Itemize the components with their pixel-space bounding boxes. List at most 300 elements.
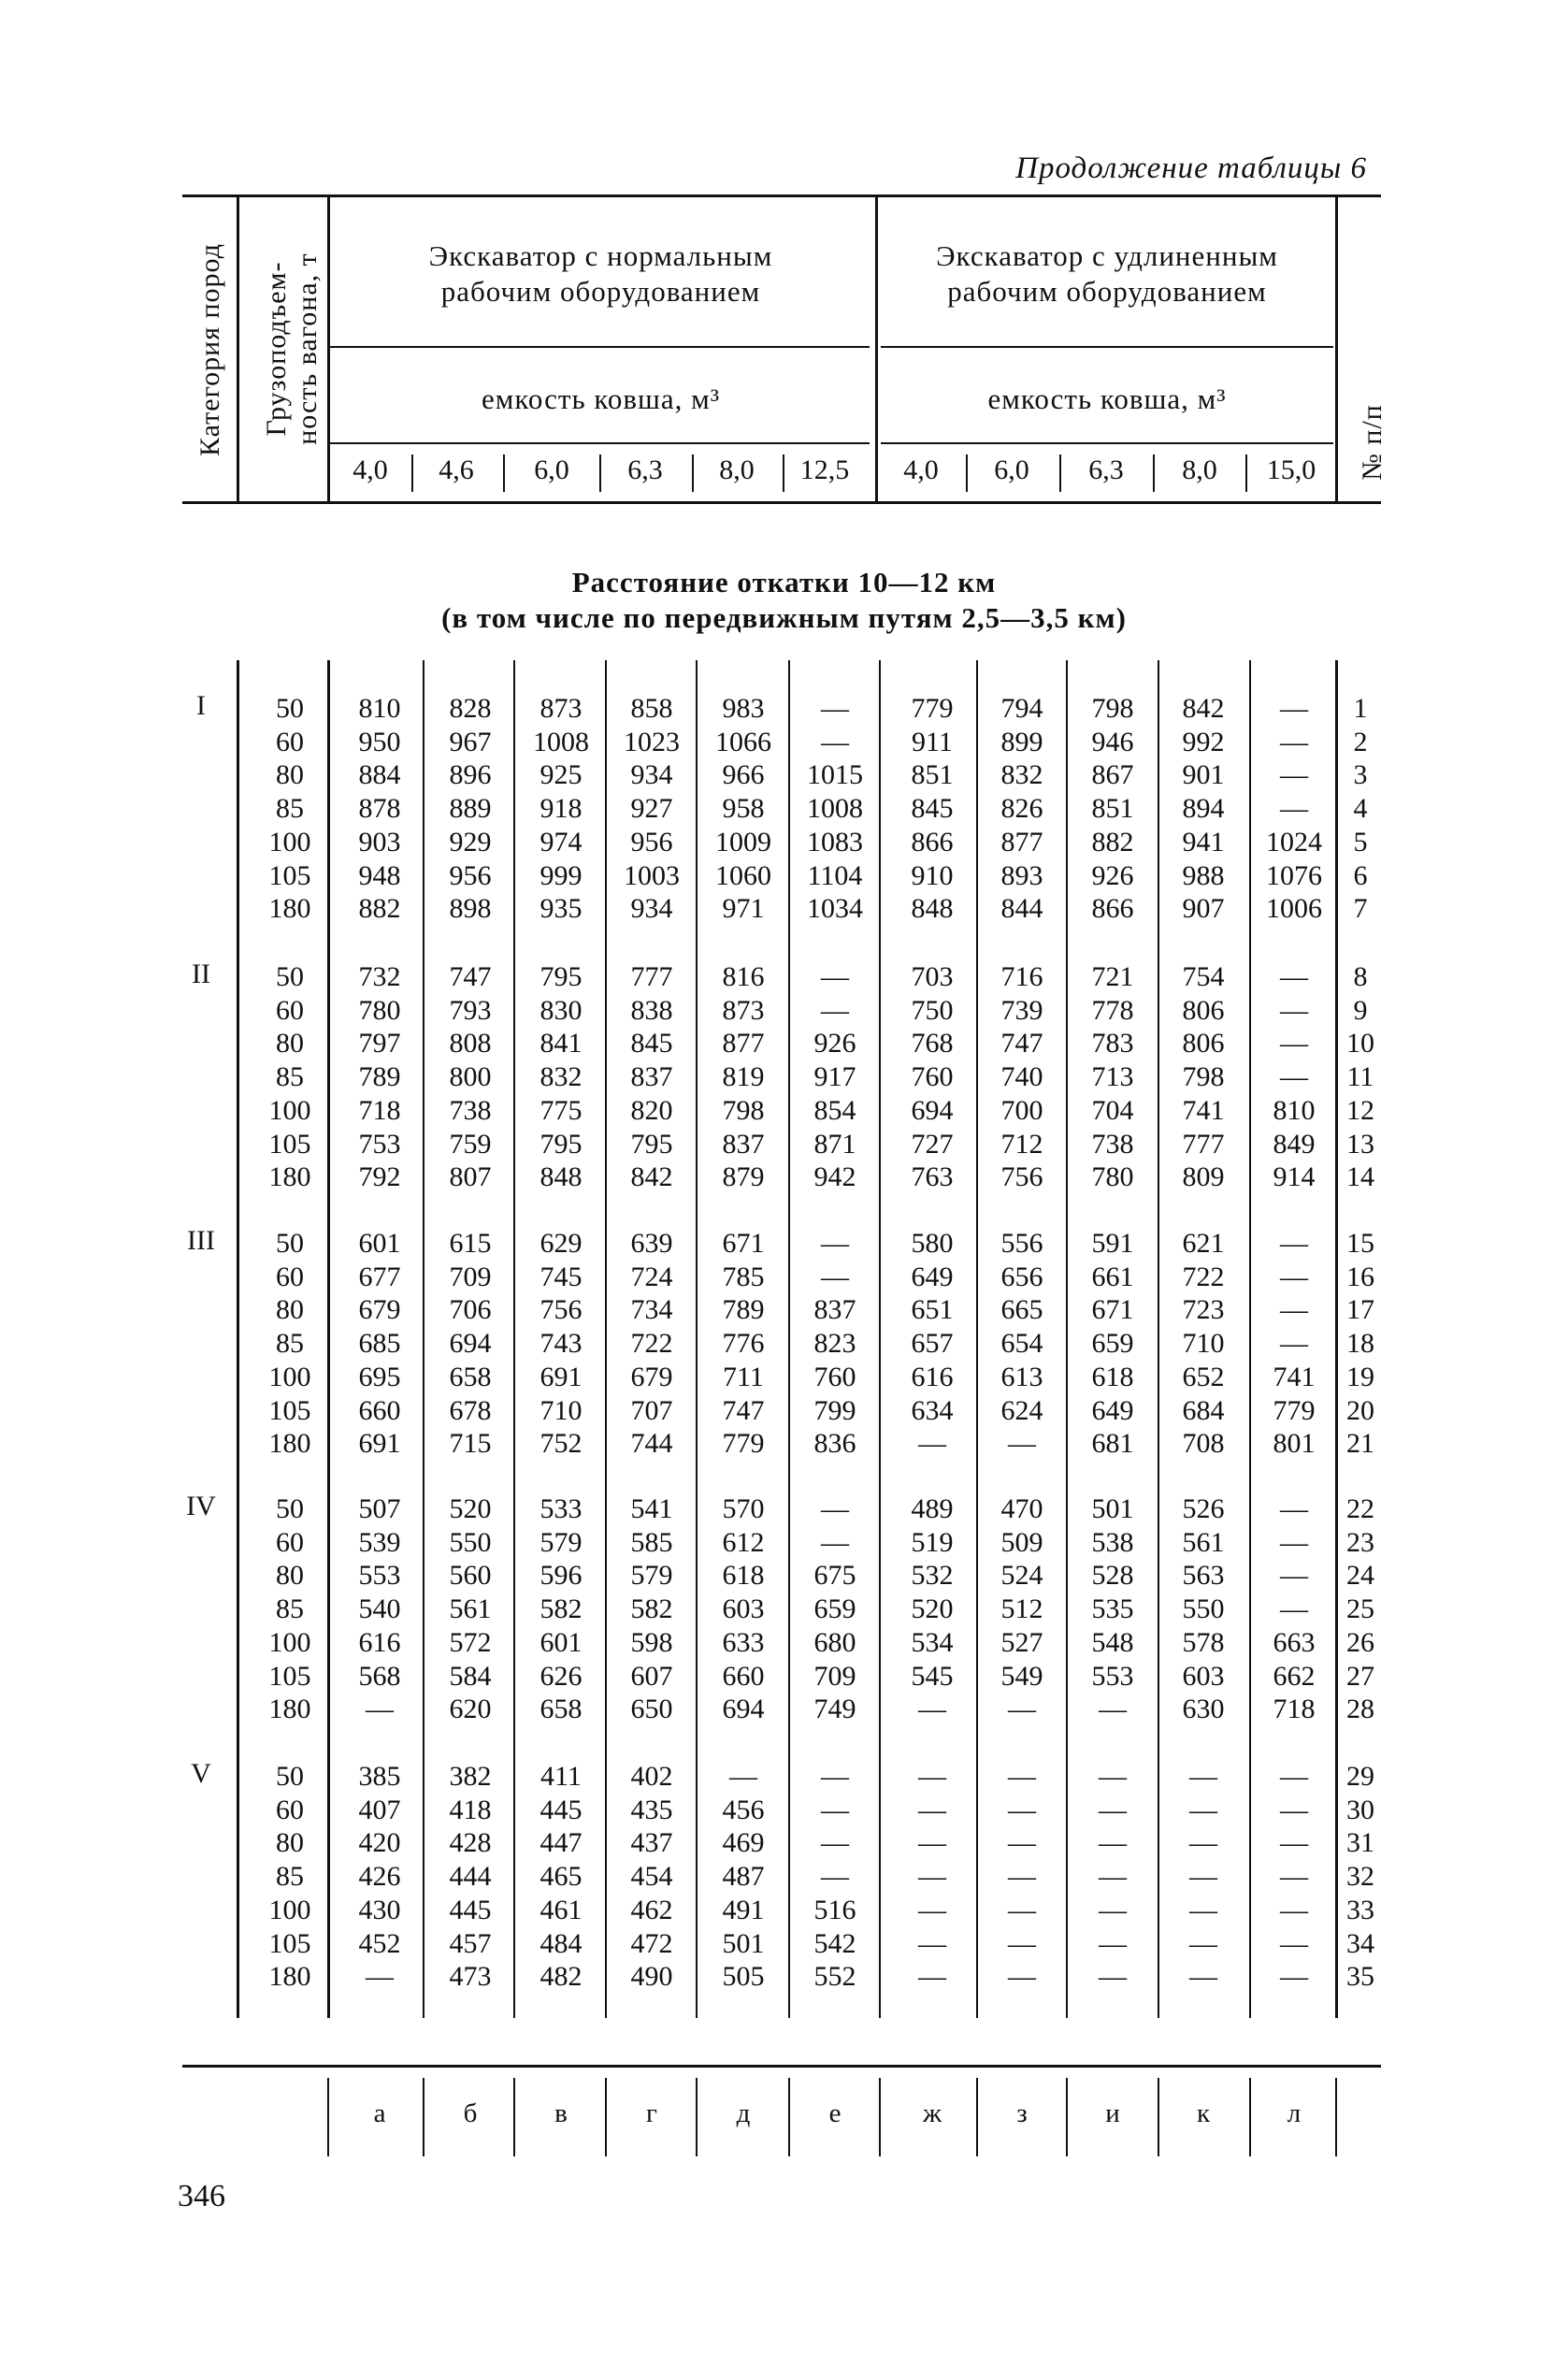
table-cell: 797 — [358, 1028, 401, 1059]
table-cell: — — [1280, 1928, 1308, 1959]
column-letter: а — [373, 2098, 386, 2128]
table-cell: 910 — [911, 860, 954, 891]
table-cell: 661 — [1091, 1261, 1134, 1292]
table-cell: 967 — [449, 727, 492, 757]
bucket-size-normal: 8,0 — [719, 454, 755, 485]
table-cell: — — [1099, 1795, 1127, 1825]
size-separator — [411, 454, 413, 492]
table-cell: 430 — [358, 1895, 401, 1925]
capacity-cell: 105 — [268, 1928, 311, 1959]
header-normal-line2: рабочим оборудованием — [440, 275, 761, 308]
table-cell: 657 — [911, 1328, 954, 1359]
table-cell: 816 — [722, 961, 765, 992]
row-number-cell: 9 — [1353, 995, 1368, 1026]
table-cell: 722 — [630, 1328, 673, 1359]
row-number-cell: 19 — [1346, 1362, 1374, 1392]
table-cell: 894 — [1182, 793, 1225, 824]
table-cell: 808 — [449, 1028, 492, 1059]
table-cell: — — [366, 1961, 394, 1992]
table-cell: 482 — [539, 1961, 583, 1992]
table-cell: — — [1099, 1761, 1127, 1792]
table-cell: 1024 — [1266, 827, 1322, 858]
table-cell: — — [1099, 1827, 1127, 1858]
size-separator — [783, 454, 784, 492]
table-cell: 934 — [630, 759, 673, 790]
size-separator — [966, 454, 968, 492]
table-cell: 809 — [1182, 1161, 1225, 1192]
row-number-cell: 6 — [1353, 860, 1368, 891]
table-cell: 613 — [1000, 1362, 1043, 1392]
capacity-cell: 60 — [276, 995, 304, 1026]
row-number-cell: 1 — [1353, 693, 1368, 724]
table-cell: — — [1280, 1560, 1308, 1591]
header-size-rule-extended — [881, 442, 1333, 444]
table-cell: 992 — [1182, 727, 1225, 757]
table-cell: — — [1280, 1493, 1308, 1524]
table-cell: 552 — [813, 1961, 856, 1992]
table-cell: — — [821, 1228, 849, 1259]
table-cell: 675 — [813, 1560, 856, 1591]
footer-separator — [696, 2078, 698, 2156]
capacity-cell: 60 — [276, 1261, 304, 1292]
table-cell: — — [1280, 1527, 1308, 1558]
table-cell: 851 — [1091, 793, 1134, 824]
table-cell: — — [821, 1527, 849, 1558]
table-cell: 898 — [449, 893, 492, 924]
footer-top-rule — [182, 2065, 1381, 2068]
table-cell: 882 — [358, 893, 401, 924]
table-cell: 691 — [539, 1362, 583, 1392]
table-cell: 691 — [358, 1428, 401, 1459]
table-cell: — — [1189, 1861, 1217, 1892]
table-cell: 899 — [1000, 727, 1043, 757]
table-cell: 489 — [911, 1493, 954, 1524]
table-cell: 918 — [539, 793, 583, 824]
table-cell: 956 — [630, 827, 673, 858]
table-cell: 837 — [813, 1294, 856, 1325]
table-cell: 1008 — [807, 793, 863, 824]
table-cell: 519 — [911, 1527, 954, 1558]
table-cell: 832 — [1000, 759, 1043, 790]
table-cell: 743 — [539, 1328, 583, 1359]
row-number-cell: 32 — [1346, 1861, 1374, 1892]
row-number-cell: 21 — [1346, 1428, 1374, 1459]
category-label: II — [192, 959, 210, 989]
table-cell: — — [1280, 1261, 1308, 1292]
table-cell: 618 — [1091, 1362, 1134, 1392]
table-cell: 716 — [1000, 961, 1043, 992]
table-cell: 776 — [722, 1328, 765, 1359]
table-cell: 873 — [539, 693, 583, 724]
row-number-cell: 12 — [1346, 1095, 1374, 1126]
row-number-cell: 16 — [1346, 1261, 1374, 1292]
capacity-cell: 80 — [276, 1028, 304, 1059]
table-cell: 659 — [813, 1593, 856, 1624]
table-cell: 929 — [449, 827, 492, 858]
table-cell: 760 — [911, 1061, 954, 1092]
table-cell: — — [918, 1961, 946, 1992]
table-cell: 798 — [722, 1095, 765, 1126]
table-cell: 871 — [813, 1129, 856, 1160]
table-cell: 484 — [539, 1928, 583, 1959]
table-cell: 542 — [813, 1928, 856, 1959]
header-capacity-line1: Грузоподъем- — [261, 261, 292, 437]
table-cell: 854 — [813, 1095, 856, 1126]
page-number: 346 — [178, 2179, 225, 2213]
header-category: Категория пород — [194, 243, 225, 456]
table-cell: — — [918, 1428, 946, 1459]
table-cell: 579 — [539, 1527, 583, 1558]
table-cell: — — [1099, 1861, 1127, 1892]
table-cell: 718 — [1273, 1694, 1316, 1724]
table-cell: 618 — [722, 1560, 765, 1591]
table-cell: 491 — [722, 1895, 765, 1925]
table-cell: 836 — [813, 1428, 856, 1459]
capacity-cell: 80 — [276, 1560, 304, 1591]
table-cell: 941 — [1182, 827, 1225, 858]
table-cell: 777 — [630, 961, 673, 992]
table-cell: 545 — [911, 1661, 954, 1692]
table-cell: 712 — [1000, 1129, 1043, 1160]
table-cell: 740 — [1000, 1061, 1043, 1092]
table-cell: 793 — [449, 995, 492, 1026]
table-cell: 877 — [722, 1028, 765, 1059]
table-cell: 1083 — [807, 827, 863, 858]
capacity-cell: 100 — [268, 1895, 311, 1925]
table-cell: 983 — [722, 693, 765, 724]
table-cell: 841 — [539, 1028, 583, 1059]
table-cell: 1104 — [807, 860, 863, 891]
table-cell: — — [1280, 727, 1308, 757]
table-cell: 402 — [630, 1761, 673, 1792]
bucket-size-extended: 4,0 — [903, 454, 939, 485]
table-cell: 795 — [539, 1129, 583, 1160]
table-cell: 447 — [539, 1827, 583, 1858]
table-cell: 789 — [722, 1294, 765, 1325]
table-cell: 472 — [630, 1928, 673, 1959]
table-cell: — — [1189, 1827, 1217, 1858]
table-cell: 844 — [1000, 893, 1043, 924]
table-cell: 966 — [722, 759, 765, 790]
table-cell: 612 — [722, 1527, 765, 1558]
row-number-cell: 28 — [1346, 1694, 1374, 1724]
table-cell: — — [1189, 1895, 1217, 1925]
table-cell: 820 — [630, 1095, 673, 1126]
table-cell: 723 — [1182, 1294, 1225, 1325]
table-cell: 768 — [911, 1028, 954, 1059]
table-cell: 778 — [1091, 995, 1134, 1026]
table-cell: 533 — [539, 1493, 583, 1524]
table-cell: 703 — [911, 961, 954, 992]
table-cell: 580 — [911, 1228, 954, 1259]
table-cell: 707 — [630, 1395, 673, 1426]
table-cell: — — [821, 1761, 849, 1792]
footer-separator — [879, 2078, 881, 2156]
table-cell: 710 — [1182, 1328, 1225, 1359]
table-cell: 750 — [911, 995, 954, 1026]
table-cell: 713 — [1091, 1061, 1134, 1092]
table-cell: — — [1008, 1761, 1036, 1792]
row-number-cell: 2 — [1353, 727, 1368, 757]
table-cell: 561 — [449, 1593, 492, 1624]
table-cell: 578 — [1182, 1627, 1225, 1658]
table-cell: — — [1099, 1694, 1127, 1724]
size-separator — [1245, 454, 1247, 492]
table-cell: 848 — [911, 893, 954, 924]
header-bottom-rule — [182, 501, 1381, 504]
table-cell: 462 — [630, 1895, 673, 1925]
table-cell: — — [821, 1261, 849, 1292]
table-cell: 721 — [1091, 961, 1134, 992]
header-extended-equipment — [879, 238, 1335, 310]
header-divider-1 — [237, 196, 239, 501]
table-cell: 385 — [358, 1761, 401, 1792]
table-cell: 520 — [911, 1593, 954, 1624]
table-cell: — — [1008, 1895, 1036, 1925]
table-cell: 553 — [358, 1560, 401, 1591]
column-letter: в — [554, 2098, 568, 2128]
column-rule — [423, 660, 424, 2018]
column-letter: е — [828, 2098, 842, 2128]
table-cell: 639 — [630, 1228, 673, 1259]
table-cell: 849 — [1273, 1129, 1316, 1160]
capacity-cell: 105 — [268, 1661, 311, 1692]
table-cell: 560 — [449, 1560, 492, 1591]
capacity-cell: 85 — [276, 793, 304, 824]
table-cell: 826 — [1000, 793, 1043, 824]
header-bucket-normal: емкость ковша, м³ — [482, 382, 720, 415]
table-cell: 550 — [449, 1527, 492, 1558]
table-cell: 662 — [1273, 1661, 1316, 1692]
table-cell: 671 — [1091, 1294, 1134, 1325]
table-cell: 756 — [539, 1294, 583, 1325]
table-cell: — — [1099, 1928, 1127, 1959]
footer-separator — [605, 2078, 607, 2156]
table-cell: 505 — [722, 1961, 765, 1992]
table-cell: 649 — [911, 1261, 954, 1292]
table-cell: 650 — [630, 1694, 673, 1724]
table-cell: — — [1280, 1827, 1308, 1858]
bucket-size-normal: 4,0 — [352, 454, 388, 485]
table-cell: 956 — [449, 860, 492, 891]
table-cell: 437 — [630, 1827, 673, 1858]
table-cell: — — [821, 961, 849, 992]
table-cell: 582 — [539, 1593, 583, 1624]
table-cell: — — [918, 1761, 946, 1792]
table-cell: 708 — [1182, 1428, 1225, 1459]
bucket-size-extended: 8,0 — [1182, 454, 1217, 485]
table-cell: 700 — [1000, 1095, 1043, 1126]
table-cell: 741 — [1182, 1095, 1225, 1126]
table-cell: 877 — [1000, 827, 1043, 858]
header-extended-line1: Экскаватор с удлиненным — [936, 239, 1278, 272]
size-separator — [692, 454, 694, 492]
capacity-cell: 180 — [268, 893, 311, 924]
column-rule — [237, 660, 239, 2018]
column-letter: к — [1196, 2098, 1211, 2128]
table-cell: 842 — [630, 1161, 673, 1192]
table-cell: — — [1280, 1761, 1308, 1792]
capacity-cell: 50 — [276, 1493, 304, 1524]
table-cell: 934 — [630, 893, 673, 924]
footer-separator — [423, 2078, 424, 2156]
table-cell: 999 — [539, 860, 583, 891]
table-cell: 837 — [722, 1129, 765, 1160]
row-number-cell: 3 — [1353, 759, 1368, 790]
header-top-rule — [182, 195, 1381, 197]
table-cell: 652 — [1182, 1362, 1225, 1392]
capacity-cell: 85 — [276, 1061, 304, 1092]
table-cell: — — [1008, 1961, 1036, 1992]
table-cell: 917 — [813, 1061, 856, 1092]
footer-separator — [1158, 2078, 1159, 2156]
table-cell: 695 — [358, 1362, 401, 1392]
table-cell: 527 — [1000, 1627, 1043, 1658]
table-cell: 685 — [358, 1328, 401, 1359]
table-cell: 948 — [358, 860, 401, 891]
size-separator — [503, 454, 505, 492]
table-cell: 681 — [1091, 1428, 1134, 1459]
table-cell: 747 — [722, 1395, 765, 1426]
table-cell: 596 — [539, 1560, 583, 1591]
table-cell: 946 — [1091, 727, 1134, 757]
table-cell: 806 — [1182, 1028, 1225, 1059]
table-cell: 563 — [1182, 1560, 1225, 1591]
table-cell: 901 — [1182, 759, 1225, 790]
table-cell: 570 — [722, 1493, 765, 1524]
row-number-cell: 24 — [1346, 1560, 1374, 1591]
table-cell: — — [1280, 1895, 1308, 1925]
table-cell: 634 — [911, 1395, 954, 1426]
table-cell: 660 — [358, 1395, 401, 1426]
table-cell: 454 — [630, 1861, 673, 1892]
table-cell: 659 — [1091, 1328, 1134, 1359]
table-cell: — — [1280, 693, 1308, 724]
category-label: V — [191, 1758, 211, 1789]
table-cell: 734 — [630, 1294, 673, 1325]
bucket-size-extended: 6,3 — [1088, 454, 1124, 485]
table-cell: 1008 — [533, 727, 589, 757]
row-number-cell: 27 — [1346, 1661, 1374, 1692]
row-number-cell: 11 — [1346, 1061, 1374, 1092]
table-cell: — — [1280, 1861, 1308, 1892]
table-cell: 739 — [1000, 995, 1043, 1026]
column-rule — [1066, 660, 1068, 2018]
table-cell: 749 — [813, 1694, 856, 1724]
table-cell: 541 — [630, 1493, 673, 1524]
table-continuation-caption: Продолжение таблицы 6 — [1015, 151, 1367, 185]
table-cell: 418 — [449, 1795, 492, 1825]
category-label: IV — [186, 1491, 216, 1521]
header-rownum: № п/п — [1357, 404, 1388, 481]
capacity-cell: 85 — [276, 1328, 304, 1359]
table-cell: 456 — [722, 1795, 765, 1825]
table-cell: 1076 — [1266, 860, 1322, 891]
table-cell: — — [1280, 1961, 1308, 1992]
table-cell: 665 — [1000, 1294, 1043, 1325]
table-cell: 709 — [813, 1661, 856, 1692]
table-cell: 524 — [1000, 1560, 1043, 1591]
footer-separator — [513, 2078, 515, 2156]
table-cell: 845 — [630, 1028, 673, 1059]
table-cell: 626 — [539, 1661, 583, 1692]
table-cell: 744 — [630, 1428, 673, 1459]
table-cell: — — [1008, 1428, 1036, 1459]
table-cell: 528 — [1091, 1560, 1134, 1591]
table-cell: 810 — [358, 693, 401, 724]
table-cell: 722 — [1182, 1261, 1225, 1292]
table-cell: 501 — [722, 1928, 765, 1959]
table-cell: 679 — [630, 1362, 673, 1392]
table-cell: 1066 — [715, 727, 771, 757]
section-title-line2: (в том числе по передвижным путям 2,5—3,5 км) — [441, 601, 1127, 634]
table-cell: 509 — [1000, 1527, 1043, 1558]
table-cell: 779 — [911, 693, 954, 724]
table-cell: — — [1280, 793, 1308, 824]
table-cell: 798 — [1091, 693, 1134, 724]
table-cell: 539 — [358, 1527, 401, 1558]
table-cell: 616 — [358, 1627, 401, 1658]
table-cell: 382 — [449, 1761, 492, 1792]
row-number-cell: 15 — [1346, 1228, 1374, 1259]
table-cell: 654 — [1000, 1328, 1043, 1359]
header-extended-line2: рабочим оборудованием — [947, 275, 1267, 308]
capacity-cell: 60 — [276, 1527, 304, 1558]
table-cell: 763 — [911, 1161, 954, 1192]
row-number-cell: 22 — [1346, 1493, 1374, 1524]
table-cell: 679 — [358, 1294, 401, 1325]
table-cell: — — [1008, 1795, 1036, 1825]
table-cell: 801 — [1273, 1428, 1316, 1459]
capacity-cell: 85 — [276, 1861, 304, 1892]
table-cell: 747 — [1000, 1028, 1043, 1059]
table-cell: 549 — [1000, 1661, 1043, 1692]
header-normal-line1: Экскаватор с нормальным — [428, 239, 773, 272]
table-cell: — — [1189, 1961, 1217, 1992]
table-cell: 548 — [1091, 1627, 1134, 1658]
table-cell: 465 — [539, 1861, 583, 1892]
column-letter: г — [646, 2098, 657, 2128]
table-cell: 884 — [358, 759, 401, 790]
table-cell: 911 — [912, 727, 953, 757]
table-cell: 794 — [1000, 693, 1043, 724]
table-cell: 582 — [630, 1593, 673, 1624]
table-cell: — — [821, 1827, 849, 1858]
category-label: III — [187, 1225, 215, 1256]
table-cell: 663 — [1273, 1627, 1316, 1658]
row-number-cell: 10 — [1346, 1028, 1374, 1059]
table-cell: 988 — [1182, 860, 1225, 891]
bucket-size-extended: 15,0 — [1266, 454, 1316, 485]
footer-separator — [1335, 2078, 1337, 2156]
header-mid-rule-normal — [329, 346, 870, 348]
column-rule — [976, 660, 978, 2018]
table-cell: — — [918, 1694, 946, 1724]
table-cell: 867 — [1091, 759, 1134, 790]
footer-separator — [976, 2078, 978, 2156]
row-number-cell: 20 — [1346, 1395, 1374, 1426]
table-cell: 671 — [722, 1228, 765, 1259]
table-cell: 585 — [630, 1527, 673, 1558]
table-cell: 710 — [539, 1395, 583, 1426]
section-title-line1: Расстояние откатки 10—12 км — [571, 566, 997, 598]
table-cell: 607 — [630, 1661, 673, 1692]
table-cell: 974 — [539, 827, 583, 858]
table-cell: 620 — [449, 1694, 492, 1724]
table-cell: 832 — [539, 1061, 583, 1092]
table-cell: 845 — [911, 793, 954, 824]
table-cell: 694 — [911, 1095, 954, 1126]
